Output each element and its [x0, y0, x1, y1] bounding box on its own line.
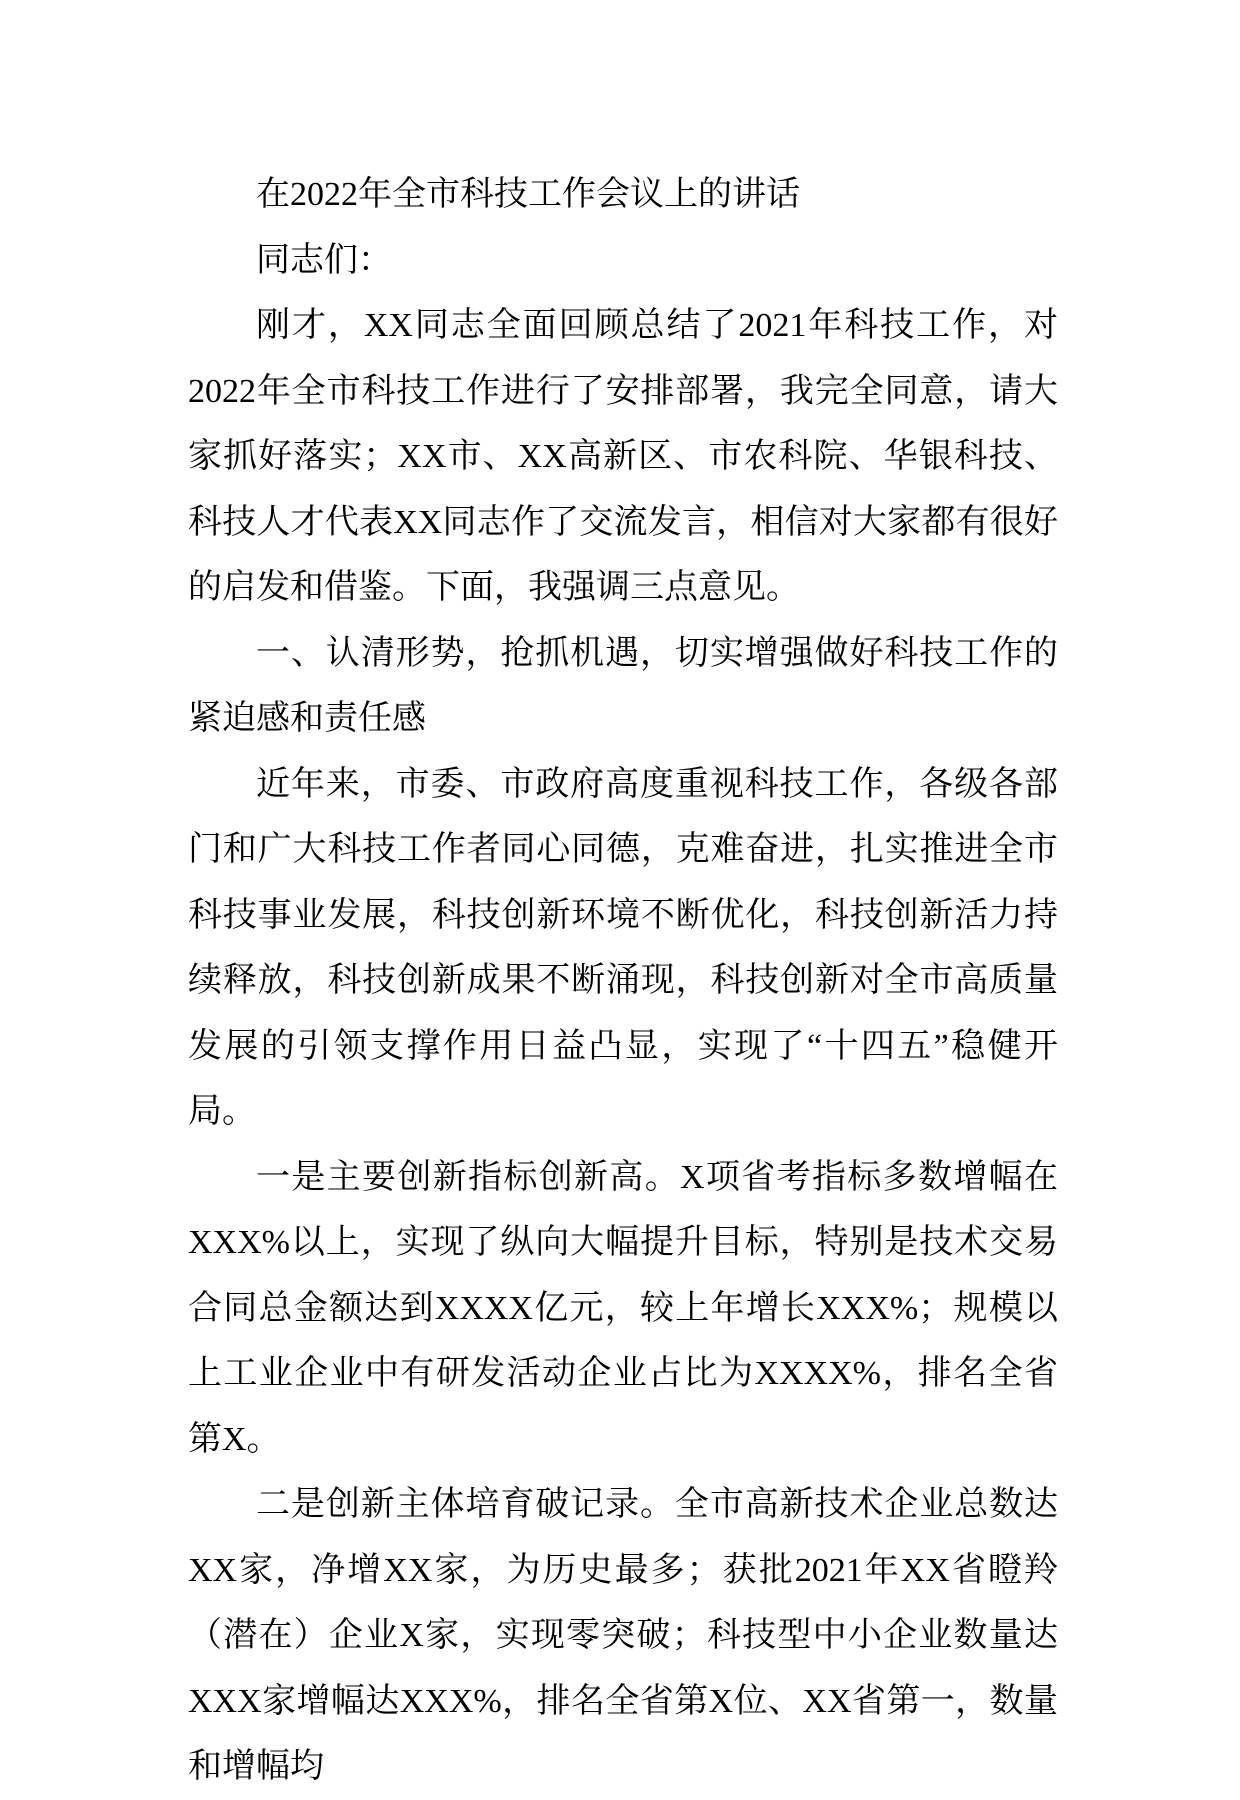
paragraph-overview: 近年来，市委、市政府高度重视科技工作，各级各部门和广大科技工作者同心同德，克难奋进，扎实推进全市科技事业发展，科技创新环境不断优化，科技创新活力持续释放，科技创新成果不断涌现，科技创新对全市高质量发展的引领支撑作用日益凸显，实现了“十四五”稳健开局。 [188, 765, 1058, 1130]
salutation: 同志们： [256, 241, 392, 279]
paragraph-point-1: 一是主要创新指标创新高。X项省考指标多数增幅在XXX%以上，实现了纵向大幅提升目标，特别是技术交易合同总金额达到XXXX亿元，较上年增长XXX%；规模以上工业企业中有研发活动企业占比为XXXX%，排名全省第X。 [188, 1158, 1058, 1458]
document-body [188, 162, 1058, 1800]
section-heading-1: 一、认清形势，抢抓机遇，切实增强做好科技工作的紧迫感和责任感 [188, 634, 1058, 737]
paragraph-point-2: 二是创新主体培育破记录。全市高新技术企业总数达XX家，净增XX家，为历史最多；获批2021年XX省瞪羚（潜在）企业X家，实现零突破；科技型中小企业数量达XXX家增幅达XXX%，排名全省第X位、XX省第一，数量和增幅均 [188, 1486, 1058, 1785]
paragraph-intro: 刚才，XX同志全面回顾总结了2021年科技工作，对2022年全市科技工作进行了安排部署，我完全同意，请大家抓好落实；XX市、XX高新区、市农科院、华银科技、科技人才代表XX同志作了交流发言，相信对大家都有很好的启发和借鉴。下面，我强调三点意见。 [188, 307, 1058, 606]
document-title: 在2022年全市科技工作会议上的讲话 [256, 176, 800, 213]
